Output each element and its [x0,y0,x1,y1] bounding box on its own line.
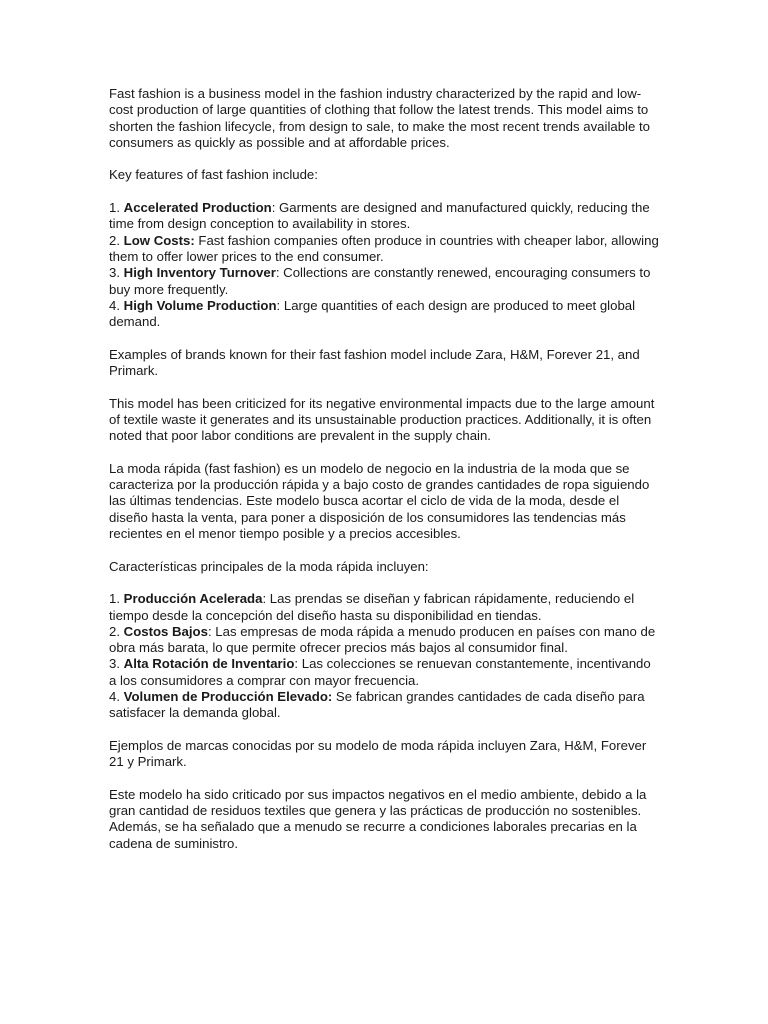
document-page [109,86,661,868]
feature-description: : Las prendas se diseñan y fabrican rápidamente, reduciendo el tiempo desde la concepción del diseño hasta su disponibilidad en tiendas. [109,591,635,623]
feature-term: Volumen de Producción Elevado: [123,688,333,704]
list-number: 4. [109,688,124,704]
list-item [109,200,661,233]
feature-term: High Volume Production [123,297,277,313]
feature-description: : Las empresas de moda rápida a menudo producen en países con mano de obra más barata, lo que permite ofrecer precios más bajos al consumidor final. [109,623,656,656]
list-number: 2. [109,623,124,639]
list-number: 1. [109,591,124,607]
list-item [109,233,661,266]
list-item [109,656,661,689]
list-item [109,624,661,657]
spanish-criticism-paragraph: Este modelo ha sido criticado por sus impactos negativos en el medio ambiente, debido a la gran cantidad de residuos textiles que genera y las prácticas de producción no sostenibles. Además, se ha señalado que a menudo se recurre a condiciones laborales precarias en la cadena de suministro. [109,786,647,851]
list-number: 3. [109,656,124,672]
feature-term: Costos Bajos [123,623,208,639]
feature-term: Low Costs: [123,232,195,248]
list-number: 4. [109,297,124,313]
feature-description: : Las colecciones se renuevan constantemente, incentivando a los consumidores a comprar con mayor frecuencia. [109,656,651,688]
spanish-examples-paragraph: Ejemplos de marcas conocidas por su modelo de moda rápida incluyen Zara, H&M, Forever 21 y Primark. [109,737,647,770]
feature-term: Alta Rotación de Inventario [123,656,295,672]
spanish-features-heading: Características principales de la moda rápida incluyen: [109,558,429,574]
feature-term: High Inventory Turnover [123,265,276,281]
english-criticism-paragraph: This model has been criticized for its negative environmental impacts due to the large amount of textile waste it generates and its unsustainable production practices. Additionally, it is often noted that poor labor conditions are prevalent in the supply chain. [109,395,655,444]
english-features-heading: Key features of fast fashion include: [109,167,318,183]
list-item [109,265,661,298]
feature-term: Producción Acelerada [123,591,263,607]
list-number: 1. [109,200,124,216]
english-intro-paragraph: Fast fashion is a business model in the fashion industry characterized by the rapid and low-cost production of large quantities of clothing that follow the latest trends. This model aims to shorten the fashion lifecycle, from design to sale, to make the most recent trends available to consumers as quickly as possible and at affordable prices. [109,86,650,150]
list-item [109,298,661,331]
feature-description: Se fabrican grandes cantidades de cada diseño para satisfacer la demanda global. [109,688,645,721]
feature-term: Accelerated Production [123,200,272,216]
list-number: 2. [109,232,124,248]
spanish-intro-paragraph: La moda rápida (fast fashion) es un modelo de negocio en la industria de la moda que se caracteriza por la producción rápida y a bajo costo de grandes cantidades de ropa siguiendo las últimas tendencias. Este modelo busca acortar el ciclo de vida de la moda, desde el diseño hasta la venta, para poner a disposición de los consumidores las tendencias más recientes en el menor tiempo posible y a precios accesibles. [109,460,650,542]
english-examples-paragraph: Examples of brands known for their fast fashion model include Zara, H&M, Forever 21, and Primark. [109,346,640,379]
spanish-features-list [109,591,661,721]
feature-description: : Garments are designed and manufactured quickly, reducing the time from design conception to availability in stores. [109,200,650,232]
english-features-list [109,200,661,330]
list-number: 3. [109,265,124,281]
list-item [109,689,661,722]
feature-description: Fast fashion companies often produce in countries with cheaper labor, allowing them to offer lower prices to the end consumer. [109,232,659,264]
list-item [109,591,661,624]
feature-description: : Large quantities of each design are produced to meet global demand. [109,297,636,330]
feature-description: : Collections are constantly renewed, encouraging consumers to buy more frequently. [109,265,651,297]
